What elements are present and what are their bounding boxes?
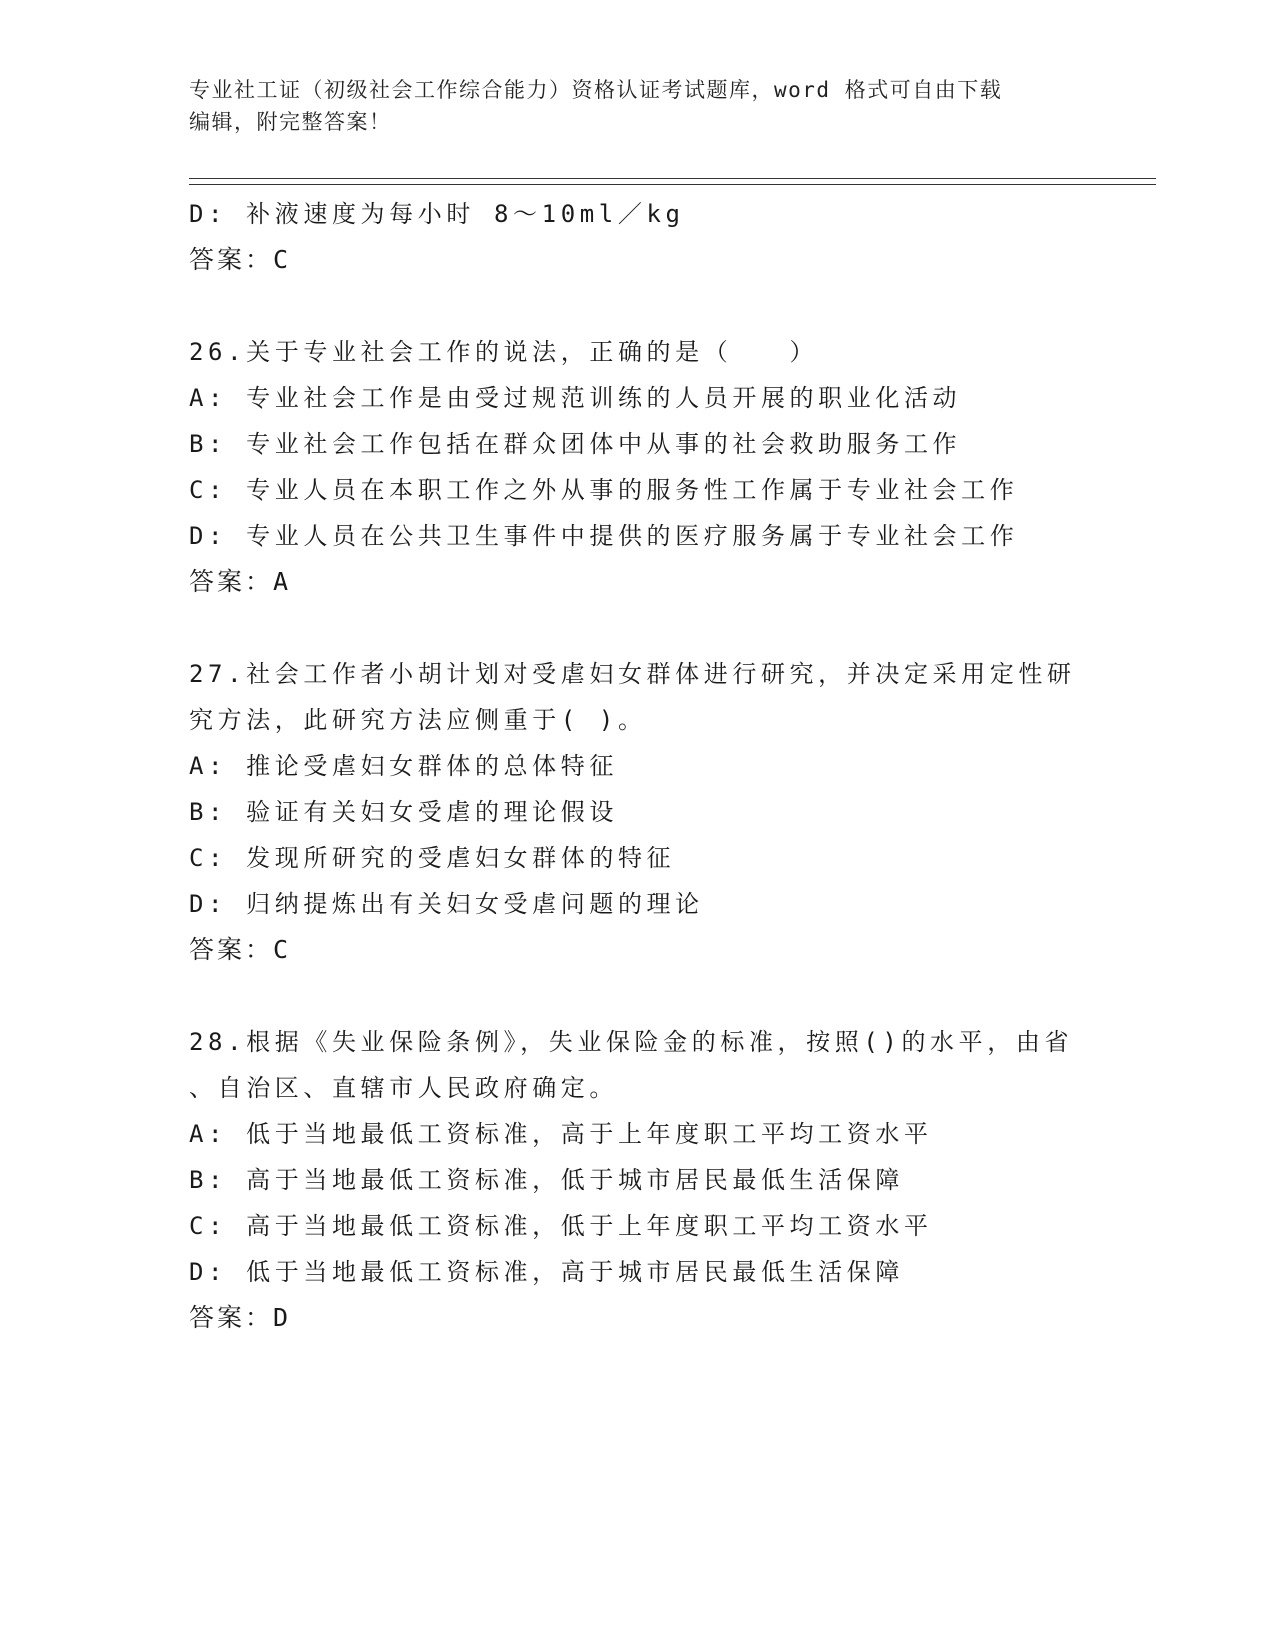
document-header — [189, 74, 1089, 138]
header-title-line-2: 编辑，附完整答案！ — [189, 110, 392, 134]
question-27-option-d: D: 归纳提炼出有关妇女受虐问题的理论 — [189, 890, 704, 918]
spacer — [189, 973, 1089, 1019]
question-28-stem-line-1: 28.根据《失业保险条例》，失业保险金的标准，按照()的水平，由省 — [189, 1028, 1074, 1056]
question-26-option-a: A: 专业社会工作是由受过规范训练的人员开展的职业化活动 — [189, 384, 962, 412]
spacer — [189, 605, 1089, 651]
header-divider — [189, 178, 1156, 185]
question-27-option-b: B: 验证有关妇女受虐的理论假设 — [189, 798, 618, 826]
question-27-option-a: A: 推论受虐妇女群体的总体特征 — [189, 752, 618, 780]
question-27-option-c: C: 发现所研究的受虐妇女群体的特征 — [189, 844, 676, 872]
question-26-option-d: D: 专业人员在公共卫生事件中提供的医疗服务属于专业社会工作 — [189, 522, 1019, 550]
question-26-stem: 26.关于专业社会工作的说法，正确的是（ ） — [189, 338, 819, 366]
question-26-option-b: B: 专业社会工作包括在群众团体中从事的社会救助服务工作 — [189, 430, 962, 458]
question-28-option-a: A: 低于当地最低工资标准，高于上年度职工平均工资水平 — [189, 1120, 933, 1148]
question-list — [189, 191, 1089, 1341]
question-25-answer: 答案：C — [189, 245, 292, 274]
header-title-line-1: 专业社工证（初级社会工作综合能力）资格认证考试题库，word 格式可自由下载 — [189, 78, 1003, 102]
question-28-option-d: D: 低于当地最低工资标准，高于城市居民最低生活保障 — [189, 1258, 904, 1286]
question-28 — [189, 1019, 1089, 1341]
question-27-stem-line-1: 27.社会工作者小胡计划对受虐妇女群体进行研究，并决定采用定性研 — [189, 660, 1076, 688]
question-28-stem-line-2: 、自治区、直辖市人民政府确定。 — [189, 1074, 618, 1102]
question-28-answer: 答案：D — [189, 1303, 292, 1332]
question-25-option-d: D: 补液速度为每小时 8～10ml／kg — [189, 200, 685, 228]
question-27 — [189, 651, 1089, 973]
question-26-option-c: C: 专业人员在本职工作之外从事的服务性工作属于专业社会工作 — [189, 476, 1019, 504]
question-27-answer: 答案：C — [189, 935, 292, 964]
question-27-stem-line-2: 究方法，此研究方法应侧重于( )。 — [189, 706, 647, 734]
question-26-answer: 答案：A — [189, 567, 292, 596]
spacer — [189, 283, 1089, 329]
question-28-option-c: C: 高于当地最低工资标准，低于上年度职工平均工资水平 — [189, 1212, 933, 1240]
question-28-option-b: B: 高于当地最低工资标准，低于城市居民最低生活保障 — [189, 1166, 904, 1194]
question-26 — [189, 329, 1089, 605]
